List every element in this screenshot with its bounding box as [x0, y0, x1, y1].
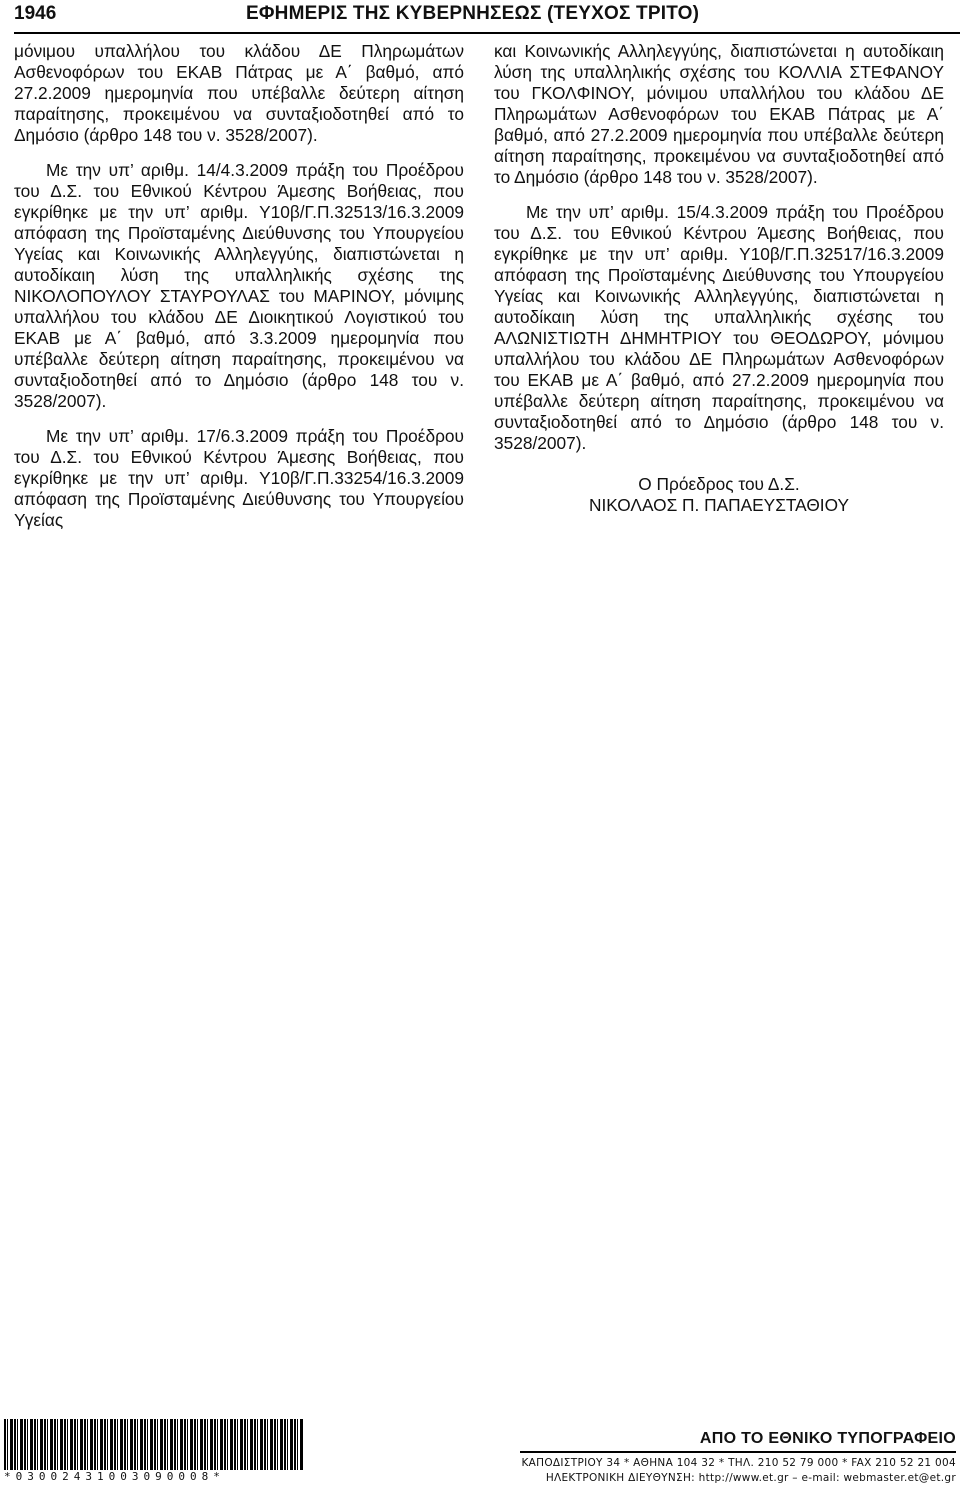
printer-web: ΗΛΕΚΤΡΟΝΙΚΗ ΔΙΕΥΘΥΝΣΗ: http://www.et.gr – e-mail: webmaster.et@et.gr	[545, 1472, 956, 1484]
barcode-number: *03002431003090008*	[4, 1470, 304, 1484]
signature-block	[494, 474, 944, 516]
right-column	[494, 41, 944, 516]
signature-role: Ο Πρόεδρος του Δ.Σ.	[638, 474, 800, 494]
header-divider	[14, 32, 960, 34]
page-header	[0, 0, 960, 34]
barcode	[4, 1419, 304, 1483]
printer-divider	[520, 1451, 956, 1453]
left-paragraph-2: Με την υπ’ αριθμ. 14/4.3.2009 πράξη του Προέδρου του Δ.Σ. του Εθνικού Κέντρου Άμεσης Βοήθειας, που εγκρίθηκε με την υπ’ αριθμ. Υ10β/Γ.Π.32513/16.3.2009 απόφαση της Προϊσταμένης Διεύθυνσης του Υπουργείου Υγείας και Κοινωνικής Αλληλεγγύης, διαπιστώνεται η αυτοδίκαιη λύση της υπαλληλικής σχέσης της ΝΙΚΟΛΟΠΟΥΛΟΥ ΣΤΑΥΡΟΥΛΑΣ του ΜΑΡΙΝΟΥ, μόνιμης υπαλλήλου του κλάδου ΔΕ Διοικητικού Λογιστικού του ΕΚΑΒ με Α΄ βαθμό, από 3.3.2009 ημερομηνία που υπέβαλλε δεύτερη αίτηση παραίτησης, προκειμένου να συνταξιοδοτηθεί από το Δημόσιο (άρθρο 148 του ν. 3528/2007).	[14, 160, 464, 411]
left-column	[14, 41, 464, 545]
barcode-bars	[4, 1419, 304, 1473]
journal-title: ΕΦΗΜΕΡΙΣ ΤΗΣ ΚΥΒΕΡΝΗΣΕΩΣ (ΤΕΥΧΟΣ ΤΡΙΤΟ)	[246, 3, 700, 24]
left-paragraph-1: μόνιμου υπαλλήλου του κλάδου ΔΕ Πληρωμάτων Ασθενοφόρων του ΕΚΑΒ Πάτρας με Α΄ βαθμό, από 27.2.2009 ημερομηνία που υπέβαλλε δεύτερη αίτηση παραίτησης, προκειμένου να συνταξιοδοτηθεί από το Δημόσιο (άρθρο 148 του ν. 3528/2007).	[14, 41, 464, 145]
printer-info	[520, 1430, 956, 1486]
right-paragraph-1: και Κοινωνικής Αλληλεγγύης, διαπιστώνεται η αυτοδίκαιη λύση της υπαλληλικής σχέσης του ΚΟΛΛΙΑ ΣΤΕΦΑΝΟΥ του ΓΚΟΛΦΙΝΟΥ, μόνιμου υπαλλήλου του κλάδου ΔΕ Πληρωμάτων Ασθενοφόρων του ΕΚΑΒ Πάτρας με Α΄ βαθμό, από 27.2.2009 ημερομηνία που υπέβαλλε δεύτερη αίτηση παραίτησης, προκειμένου να συνταξιοδοτηθεί από το Δημόσιο (άρθρο 148 του ν. 3528/2007).	[494, 41, 944, 187]
page-number: 1946	[14, 3, 57, 24]
right-paragraph-2: Με την υπ’ αριθμ. 15/4.3.2009 πράξη του Προέδρου του Δ.Σ. του Εθνικού Κέντρου Άμεσης Βοήθειας, που εγκρίθηκε με την υπ’ αριθμ. Υ10β/Γ.Π.32517/16.3.2009 απόφαση της Προϊσταμένης Διεύθυνσης του Υπουργείου Υγείας και Κοινωνικής Αλληλεγγύης, διαπιστώνεται η αυτοδίκαιη λύση της υπαλληλικής σχέσης του ΑΛΩΝΙΣΤΙΩΤΗ ΔΗΜΗΤΡΙΟΥ του ΘΕΟΔΩΡΟΥ, μόνιμου υπαλλήλου του κλάδου ΔΕ Πληρωμάτων Ασθενοφόρων του ΕΚΑΒ με Α΄ βαθμό, από 27.2.2009 ημερομηνία που υπέβαλλε δεύτερη αίτηση παραίτησης, προκειμένου να συνταξιοδοτηθεί από το Δημόσιο (άρθρο 148 του ν. 3528/2007).	[494, 202, 944, 453]
printer-title: ΑΠΟ ΤΟ ΕΘΝΙΚΟ ΤΥΠΟΓΡΑΦΕΙΟ	[699, 1430, 956, 1447]
printer-address: ΚΑΠΟΔΙΣΤΡΙΟΥ 34 * ΑΘΗΝΑ 104 32 * ΤΗΛ. 210 52 79 000 * FAX 210 52 21 004	[521, 1457, 956, 1469]
signature-name: ΝΙΚΟΛΑΟΣ Π. ΠΑΠΑΕΥΣΤΑΘΙΟΥ	[589, 495, 849, 515]
left-paragraph-3: Με την υπ’ αριθμ. 17/6.3.2009 πράξη του Προέδρου του Δ.Σ. του Εθνικού Κέντρου Άμεσης Βοήθειας, που εγκρίθηκε με την υπ’ αριθμ. Υ10β/Γ.Π.33254/16.3.2009 απόφαση της Προϊσταμένης Διεύθυνσης του Υπουργείου Υγείας	[14, 426, 464, 530]
